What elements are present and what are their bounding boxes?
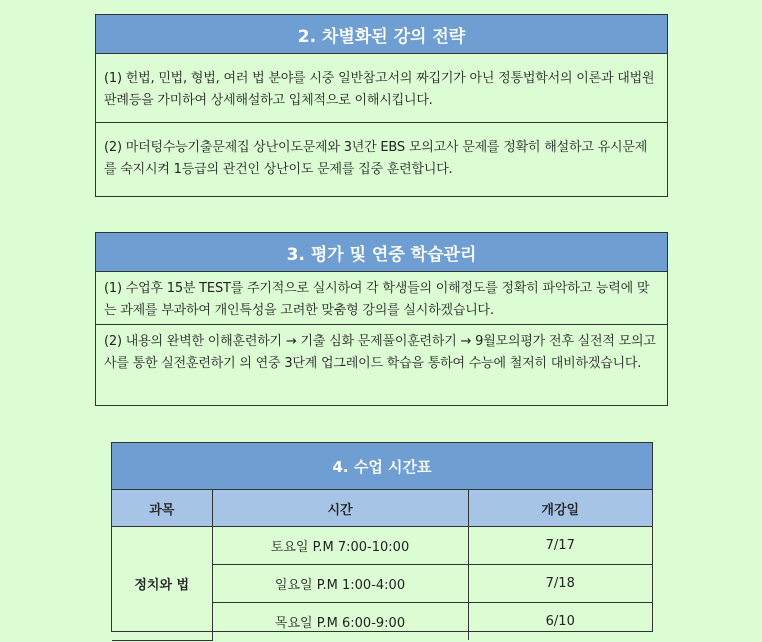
start-date-cell: 7/18 (468, 565, 652, 603)
subject-cell: 정치와 법 (112, 527, 212, 641)
time-cell: 목요일 P.M 6:00-9:00 (212, 603, 468, 641)
strategy-item-2: (2) 마더텅수능기출문제집 상난이도문제와 3년간 EBS 모의고사 문제를 정확히 해설하고 유시문제를 숙지시켜 1등급의 관건인 상난이도 문제를 집중 훈련합니다. (96, 122, 667, 191)
table-row (112, 527, 652, 565)
header-subject: 과목 (112, 490, 212, 527)
evaluation-section (95, 232, 668, 406)
strategy-title: 2. 차별화된 강의 전략 (96, 15, 667, 54)
evaluation-item-1: (1) 수업후 15분 TEST를 주기적으로 실시하여 각 학생들의 이해정도를 정확히 파악하고 능력에 맞는 과제를 부과하여 개인특성을 고려한 맞춤형 강의를 실시하겠습니다. (104, 281, 650, 318)
time-cell: 일요일 P.M 1:00-4:00 (212, 565, 468, 603)
schedule-section (111, 442, 653, 632)
header-time: 시간 (212, 490, 468, 527)
start-date-cell: 6/10 (545, 614, 575, 629)
strategy-item-1: (1) 헌법, 민법, 형법, 여러 법 분야를 시중 일반참고서의 짜깁기가 아닌 정통법학서의 이론과 대법원판례등을 가미하여 상세해설하고 입체적으로 이해시킵니다. (104, 71, 655, 108)
evaluation-title: 3. 평가 및 연중 학습관리 (96, 233, 667, 272)
time-cell: 토요일 P.M 7:00-10:00 (212, 527, 468, 565)
schedule-title: 4. 수업 시간표 (112, 443, 652, 490)
schedule-table (112, 490, 652, 641)
evaluation-item-2: (2) 내용의 완벽한 이해훈련하기 → 기출 심화 문제풀이훈련하기 → 9월모의평가 전후 실전적 모의고사를 통한 실전훈련하기 의 연중 3단계 업그레이드 학습을 통하여 수능에 철저히 대비하겠습니다. (96, 324, 667, 401)
start-date-cell: 7/17 (468, 527, 652, 565)
schedule-header-row (112, 490, 652, 527)
header-start-date: 개강일 (468, 490, 652, 527)
strategy-section (95, 14, 668, 197)
